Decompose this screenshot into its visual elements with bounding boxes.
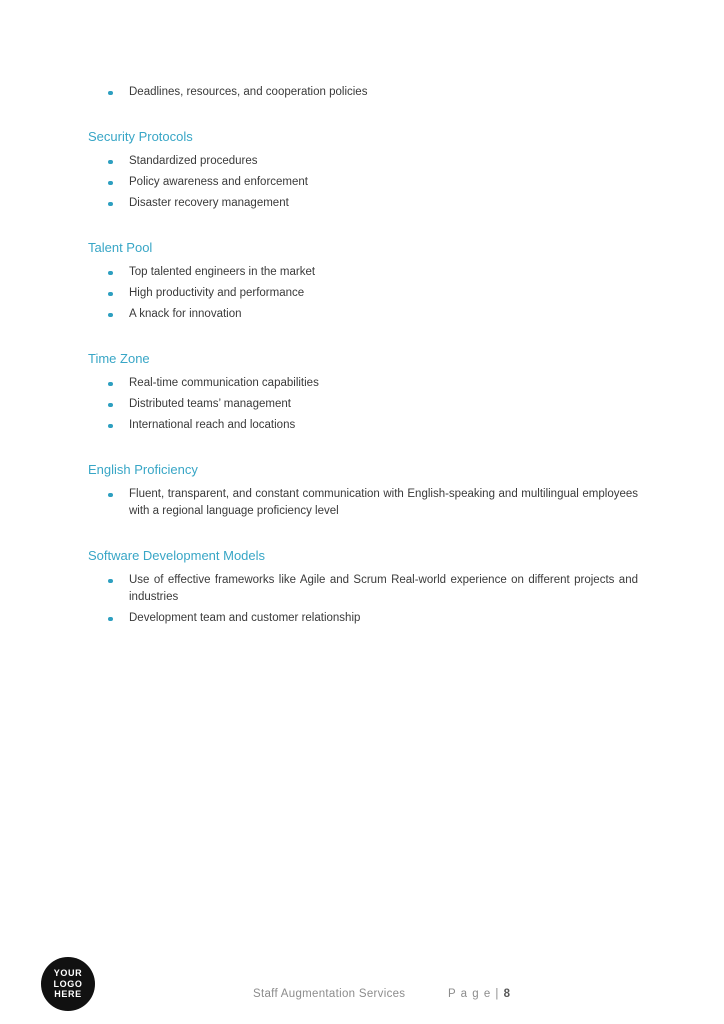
footer-document-title: Staff Augmentation Services	[253, 988, 406, 1000]
bullet-item: High productivity and performance	[88, 285, 638, 302]
logo-line: HERE	[54, 989, 82, 1000]
section-heading: English Proficiency	[88, 462, 198, 477]
intro-bullet-list	[88, 84, 638, 101]
bullet-list	[88, 153, 638, 212]
bullet-item: Fluent, transparent, and constant communication with English-speaking and multilingual employees with a regional language proficiency level	[88, 486, 638, 520]
bullet-item: A knack for innovation	[88, 306, 638, 323]
section-heading: Software Development Models	[88, 548, 266, 563]
bullet-item: Development team and customer relationship	[88, 610, 638, 627]
footer-page-label: P a g e |	[448, 988, 500, 1000]
bullet-list	[88, 375, 638, 434]
section-software-development-models	[88, 547, 638, 627]
logo-placeholder	[41, 957, 95, 1011]
bullet-item: International reach and locations	[88, 417, 638, 434]
bullet-list	[88, 486, 638, 520]
bullet-item: Disaster recovery management	[88, 195, 638, 212]
section-talent-pool	[88, 239, 638, 323]
bullet-item: Standardized procedures	[88, 153, 638, 170]
bullet-item: Deadlines, resources, and cooperation policies	[88, 84, 638, 101]
section-heading: Talent Pool	[88, 240, 153, 255]
bullet-list	[88, 264, 638, 323]
section-time-zone	[88, 350, 638, 434]
footer-page-number: 8	[503, 988, 511, 1000]
section-security-protocols	[88, 128, 638, 212]
bullet-item: Distributed teams’ management	[88, 396, 638, 413]
bullet-item: Real-time communication capabilities	[88, 375, 638, 392]
bullet-item: Policy awareness and enforcement	[88, 174, 638, 191]
logo-line: YOUR	[53, 968, 83, 979]
bullet-item: Use of effective frameworks like Agile and Scrum Real-world experience on different projects and industries	[88, 572, 638, 606]
section-heading: Time Zone	[88, 351, 150, 366]
document-content	[88, 84, 638, 631]
bullet-list	[88, 572, 638, 627]
footer-page-indicator	[448, 988, 510, 1000]
bullet-item: Top talented engineers in the market	[88, 264, 638, 281]
section-heading: Security Protocols	[88, 129, 193, 144]
section-english-proficiency	[88, 461, 638, 520]
logo-line: LOGO	[53, 978, 83, 989]
